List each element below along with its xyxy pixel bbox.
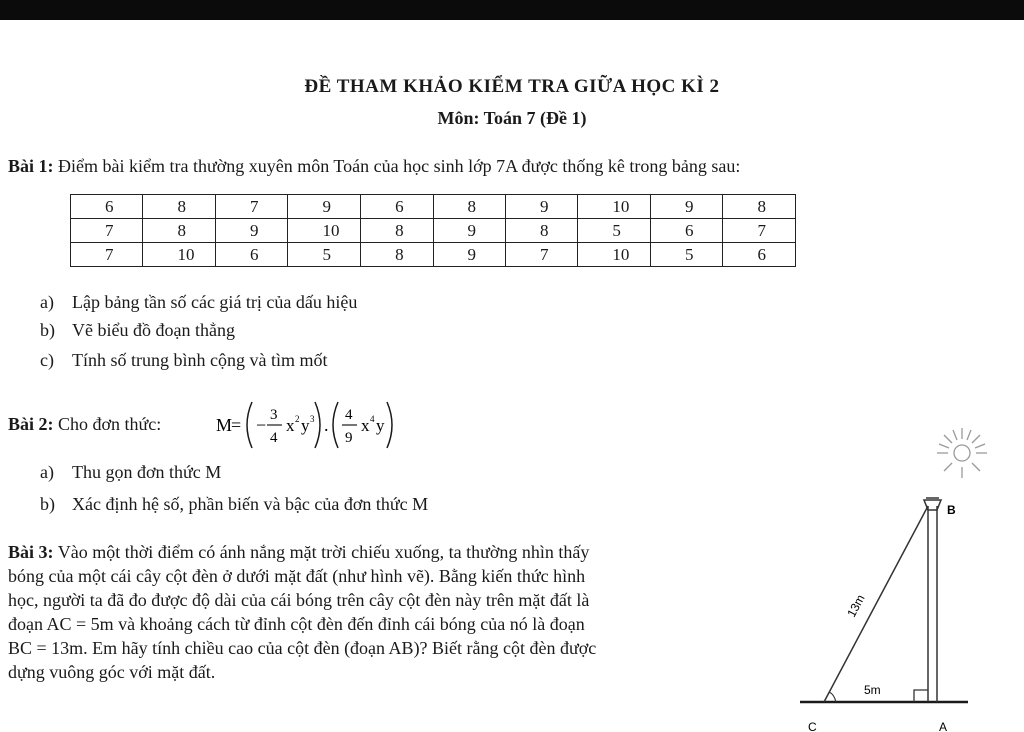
table-cell: 9 — [433, 243, 505, 267]
bai2-text: Cho đơn thức: — [58, 414, 162, 434]
bai1-question-c — [40, 350, 327, 371]
formula-eq: = — [231, 415, 242, 435]
table-cell: 8 — [723, 195, 796, 219]
table-cell: 7 — [71, 243, 143, 267]
bai1-question-a — [40, 292, 357, 313]
formula-dot: . — [324, 415, 329, 435]
table-cell: 10 — [578, 195, 651, 219]
bai3-line: đoạn AC = 5m và khoảng cách từ đỉnh cột đèn đến đỉnh cái bóng của nó là đoạn — [8, 614, 585, 634]
table-cell: 9 — [288, 195, 361, 219]
bai1-label: Bài 1: — [8, 156, 54, 176]
question-label: b) — [40, 494, 55, 514]
bai3-paragraph — [8, 540, 768, 684]
frac1-numerator: 3 — [270, 407, 278, 423]
frac2-denominator: 9 — [345, 430, 353, 446]
scores-table — [70, 194, 796, 267]
question-label: a) — [40, 292, 54, 312]
bai1-question-b — [40, 320, 235, 341]
table-cell: 9 — [505, 195, 577, 219]
paren-close-1 — [315, 402, 320, 448]
bai2-label: Bài 2: — [8, 414, 54, 434]
table-cell: 9 — [216, 219, 288, 243]
table-cell: 7 — [505, 243, 577, 267]
bai1-intro — [8, 156, 740, 177]
table-cell: 9 — [433, 219, 505, 243]
bai3-line: BC = 13m. Em hãy tính chiều cao của cột đèn (đoạn AB)? Biết rằng cột đèn được — [8, 638, 597, 658]
table-cell: 5 — [651, 243, 723, 267]
formula-lhs: M — [216, 415, 233, 435]
frac1-var-x: x — [286, 416, 295, 435]
table-cell: 10 — [578, 243, 651, 267]
table-cell: 7 — [723, 219, 796, 243]
question-text: Vẽ biểu đồ đoạn thẳng — [72, 320, 235, 340]
label-b: B — [947, 503, 956, 517]
bai2-intro — [8, 414, 161, 435]
bai3-line: dựng vuông góc với mặt đất. — [8, 662, 216, 682]
question-label: c) — [40, 350, 54, 370]
frac1-var-y: y — [301, 416, 310, 435]
label-hypotenuse-length: 13m — [844, 592, 868, 620]
question-text: Xác định hệ số, phần biến và bậc của đơn thức M — [72, 494, 429, 514]
table-cell: 6 — [71, 195, 143, 219]
frac1-exp-x: 2 — [295, 414, 300, 424]
lamp-post-figure — [800, 420, 1010, 732]
bai3-line: học, người ta đã đo được độ dài của cái bóng trên cây cột đèn này trên mặt đất là — [8, 590, 590, 610]
top-black-bar — [0, 0, 1024, 20]
right-angle-mark — [914, 690, 928, 702]
angle-c-mark — [829, 692, 836, 702]
table-cell: 7 — [216, 195, 288, 219]
exam-title: ĐỀ THAM KHẢO KIỂM TRA GIỮA HỌC KÌ 2 — [304, 76, 720, 97]
table-cell: 8 — [433, 195, 505, 219]
label-c: C — [808, 720, 817, 732]
frac2-exp-x: 4 — [370, 414, 375, 424]
formula-minus: − — [256, 415, 267, 435]
frac1-denominator: 4 — [270, 430, 278, 446]
question-text: Thu gọn đơn thức M — [72, 462, 222, 482]
hypotenuse-bc — [824, 506, 928, 702]
bai2-question-b — [40, 494, 428, 515]
question-label: a) — [40, 462, 54, 482]
bai3-line: bóng của một cái cây cột đèn ở dưới mặt đất (như hình vẽ). Bằng kiến thức hình — [8, 566, 586, 586]
table-cell: 8 — [361, 219, 433, 243]
frac1-exp-y: 3 — [310, 414, 315, 424]
table-cell: 6 — [723, 243, 796, 267]
table-row — [71, 195, 796, 219]
table-cell: 8 — [143, 195, 216, 219]
bai2-question-a — [40, 462, 221, 483]
monomial-formula — [214, 398, 454, 452]
table-row — [71, 243, 796, 267]
table-cell: 6 — [216, 243, 288, 267]
table-cell: 6 — [361, 195, 433, 219]
table-cell: 9 — [651, 195, 723, 219]
table-cell: 6 — [651, 219, 723, 243]
frac2-numerator: 4 — [345, 407, 353, 423]
sun-icon — [937, 428, 987, 478]
paren-close-2 — [387, 402, 392, 448]
exam-subject: Môn: Toán 7 (Đề 1) — [437, 108, 587, 128]
bai3-label: Bài 3: — [8, 542, 54, 562]
table-cell: 8 — [361, 243, 433, 267]
bai3-line-text: Vào một thời điểm có ánh nắng mặt trời chiếu xuống, ta thường nhìn thấy — [57, 542, 590, 562]
frac2-var-y: y — [376, 416, 385, 435]
table-cell: 10 — [288, 219, 361, 243]
table-cell: 10 — [143, 243, 216, 267]
paren-open-2 — [333, 402, 338, 448]
label-base-length: 5m — [864, 683, 881, 697]
question-text: Lập bảng tần số các giá trị của dấu hiệu — [72, 292, 358, 312]
table-cell: 5 — [288, 243, 361, 267]
table-cell: 8 — [505, 219, 577, 243]
bai3-line — [8, 540, 768, 564]
table-cell: 5 — [578, 219, 651, 243]
table-row — [71, 219, 796, 243]
table-cell: 7 — [71, 219, 143, 243]
frac2-var-x: x — [361, 416, 370, 435]
table-cell: 8 — [143, 219, 216, 243]
paren-open-1 — [247, 402, 252, 448]
question-text: Tính số trung bình cộng và tìm mốt — [72, 350, 328, 370]
question-label: b) — [40, 320, 55, 340]
label-a: A — [939, 720, 948, 732]
bai1-text: Điểm bài kiểm tra thường xuyên môn Toán của học sinh lớp 7A được thống kê trong bảng sau: — [58, 156, 741, 176]
